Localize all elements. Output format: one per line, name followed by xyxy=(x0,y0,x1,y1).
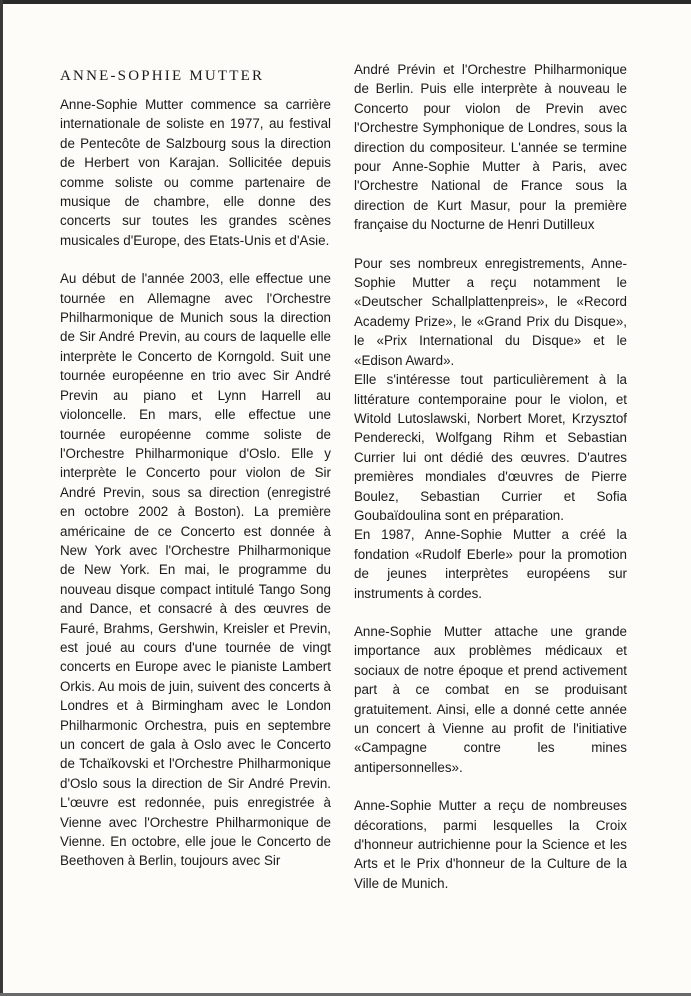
paragraph-foundation: En 1987, Anne-Sophie Mutter a créé la fondation «Rudolf Eberle» pour la promotion de jeunes interprètes européens sur instruments à cordes. xyxy=(354,527,627,601)
paragraph-career-intro: Anne-Sophie Mutter commence sa carrière internationale de soliste en 1977, au festival de Pentecôte de Salzbourg sous la direction de Herbert von Karajan. Sollicitée depuis comme soliste ou comme partenaire de musique de chambre, elle donne des concerts sur toutes les grandes scènes musicales d'Europe, des Etats-Unis et d'Asie. xyxy=(60,97,331,248)
right-column xyxy=(354,60,627,893)
paragraph-decorations: Anne-Sophie Mutter a reçu de nombreuses décorations, parmi lesquelles la Croix d'honneur autrichienne pour la Science et les Arts et le Prix d'honneur de la Culture de la Ville de Munich. xyxy=(354,798,627,891)
paragraph-2003-tours: Au début de l'année 2003, elle effectue une tournée en Allemagne avec l'Orchestre Philharmonique de Munich sous la direction de Sir André Previn, au cours de laquelle elle interprète le Concerto de Korngold. Suit une tournée européenne en trio avec Sir André Previn au piano et Lynn Harrell au violoncelle. En mars, elle effectue une tournée européenne comme soliste de l'Orchestre Philharmonique d'Oslo. Elle y interprète le Concerto pour violon de Sir André Previn, sous sa direction (enregistré en octobre 2002 à Boston). La première américaine de ce Concerto est donnée à New York avec l'Orchestre Philharmonique de New York. En mai, le programme du nouveau disque compact intitulé Tango Song and Dance, et consacré à des œuvres de Fauré, Brahms, Gershwin, Kreisler et Previn, est joué au cours d'une tournée de vingt concerts en Europe avec le pianiste Lambert Orkis. Au mois de juin, suivent des concerts à Londres et à Birmingham avec le London Philharmonic Orchestra, puis en septembre un concert de gala à Oslo avec le Concerto de Tchaïkovski et l'Orchestre Philharmonique d'Oslo sous la direction de Sir André Previn. L'œuvre est redonnée, puis enregistrée à Vienne avec l'Orchestre Philharmonique de Vienne. En octobre, elle joue le Concerto de Beethoven à Berlin, toujours avec Sir xyxy=(60,271,331,869)
page-edge-top xyxy=(0,0,691,4)
paragraph-contemporary-works: Elle s'intéresse tout particulièrement à la littérature contemporaine pour le violon, et Witold Lutoslawski, Norbert Moret, Krzysztof Penderecki, Wolfgang Rihm et Sebastian Currier lui ont dédié des œuvres. D'autres premières mondiales d'œuvres de Pierre Boulez, Sebastian Currier et Sofia Goubaïdoulina sont en préparation. xyxy=(354,372,627,523)
page-title: ANNE-SOPHIE MUTTER xyxy=(60,68,265,84)
page-edge-left xyxy=(0,0,3,996)
paragraph-berlin-london-paris: André Prévin et l'Orchestre Philharmonique de Berlin. Puis elle interprète à nouveau le Concerto pour violon de Previn avec l'Orchestre Symphonique de Londres, sous la direction du compositeur. L'année se termine pour Anne-Sophie Mutter à Paris, avec l'Orchestre National de France sous la direction de Kurt Masur, pour la première française du Nocturne de Henri Dutilleux xyxy=(354,62,627,233)
left-column xyxy=(60,60,331,871)
paragraph-recordings-awards: Pour ses nombreux enregistrements, Anne-Sophie Mutter a reçu notamment le «Deutscher Schallplattenpreis», le «Record Academy Prize», le «Grand Prix du Disque», le «Prix International du Disque» et le «Edison Award». xyxy=(354,255,627,368)
paragraph-social-commitment: Anne-Sophie Mutter attache une grande importance aux problèmes médicaux et sociaux de notre époque et prend activement part à ce combat en se produisant gratuitement. Ainsi, elle a donné cette année un concert à Vienne au profit de l'initiative «Campagne contre les mines antipersonnelles». xyxy=(354,623,627,775)
